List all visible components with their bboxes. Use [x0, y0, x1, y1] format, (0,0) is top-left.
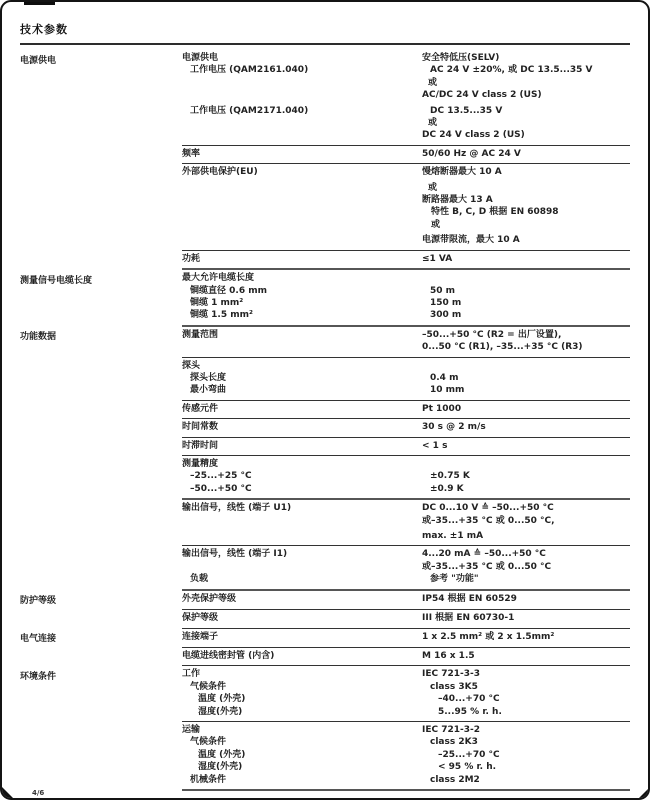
- spec-line: [182, 774, 630, 786]
- spec-block-body: [182, 272, 630, 322]
- param-text: [182, 129, 422, 141]
- param-text: 气候条件: [190, 681, 227, 692]
- value-text: 或: [428, 77, 438, 88]
- param-text: 时间常数: [182, 422, 219, 433]
- value-text: –25...+70 °C: [438, 749, 500, 760]
- value-text: Pt 1000: [422, 403, 462, 414]
- param-text: 运输: [182, 725, 201, 736]
- spec-block: [20, 610, 630, 627]
- value-text: class 2M2: [430, 774, 480, 785]
- param-text: 最大允许电缆长度: [182, 273, 255, 284]
- param-text: 湿度(外壳): [198, 762, 243, 773]
- spec-line: [182, 148, 630, 160]
- category-label: [20, 650, 182, 662]
- spec-line: [182, 515, 630, 527]
- spec-line: [182, 129, 630, 141]
- value-text: 10 mm: [430, 385, 465, 396]
- value-text: AC 24 V ±20%, 或 DC 13.5...35 V: [430, 65, 593, 76]
- param-text: 温度 (外壳): [198, 694, 246, 705]
- spec-line: [182, 206, 630, 218]
- param-text: 探头: [182, 360, 201, 371]
- value-text: class 2K3: [430, 737, 478, 748]
- page-content: [2, 2, 648, 791]
- spec-block-body: [182, 593, 630, 607]
- value-text: 30 s @ 2 m/s: [422, 422, 486, 433]
- spec-block-body: [182, 724, 630, 786]
- spec-line: [182, 612, 630, 624]
- value-text: [422, 458, 630, 470]
- value-text: 安全特低压(SELV): [422, 53, 500, 63]
- value-text: 300 m: [430, 310, 462, 321]
- value-text: 慢熔断器最大 10 A: [422, 167, 502, 178]
- spec-block: [20, 648, 630, 665]
- spec-line: [182, 117, 630, 129]
- spec-block: [20, 146, 630, 163]
- spec-block: [20, 591, 630, 610]
- spec-line: [182, 681, 630, 693]
- page-title: 技术参数: [20, 23, 68, 36]
- param-text: 输出信号，线性 (端子 I1): [182, 549, 288, 560]
- spec-line: [182, 561, 630, 573]
- value-text: 参考 "功能": [430, 574, 479, 585]
- spec-line: [182, 309, 630, 321]
- category-label: 环境条件: [20, 671, 57, 682]
- value-text: ±0.9 K: [430, 483, 464, 494]
- value-text: 特性 B, C, D 根据 EN 60898: [431, 207, 559, 218]
- scan-corner-artifact-bottom-right: [639, 789, 648, 798]
- param-text: 工作电压 (QAM2161.040): [190, 65, 309, 76]
- spec-line: [182, 403, 630, 415]
- value-text: –40...+70 °C: [438, 694, 500, 705]
- spec-line: [182, 650, 630, 662]
- spec-block: [20, 419, 630, 436]
- spec-line: [182, 297, 630, 309]
- value-text: 0.4 m: [430, 372, 459, 383]
- spec-block: [20, 358, 630, 400]
- spec-block: [20, 438, 630, 455]
- value-text: 或: [431, 219, 441, 230]
- spec-line: [182, 573, 630, 585]
- spec-block-body: [182, 502, 630, 542]
- param-text: 工作电压 (QAM2171.040): [190, 105, 309, 116]
- category-label: [20, 148, 182, 160]
- value-text: III 根据 EN 60730-1: [422, 613, 515, 624]
- param-text: [182, 206, 422, 218]
- param-text: 温度 (外壳): [198, 749, 246, 760]
- category-label: [20, 421, 182, 433]
- param-text: [182, 341, 422, 353]
- spec-line: [182, 693, 630, 705]
- spec-line: [182, 329, 630, 341]
- spec-line: [182, 360, 630, 372]
- spec-line: [182, 593, 630, 605]
- value-text: IP54 根据 EN 60529: [422, 593, 517, 604]
- value-text: M 16 x 1.5: [422, 651, 475, 662]
- spec-block: [20, 327, 630, 357]
- title-rule: [20, 43, 630, 45]
- spec-line: [182, 421, 630, 433]
- spec-line: [182, 105, 630, 117]
- spec-block: [20, 629, 630, 648]
- category-label: [20, 360, 182, 397]
- value-text: < 95 % r. h.: [438, 762, 497, 773]
- value-text: DC 24 V class 2 (US): [422, 130, 525, 141]
- spec-line: [182, 89, 630, 101]
- value-text: 断路器最大 13 A: [422, 195, 493, 206]
- param-text: [182, 194, 422, 206]
- param-text: 湿度(外壳): [198, 706, 243, 717]
- category-label: [20, 253, 182, 265]
- spec-block: [20, 401, 630, 418]
- param-text: [182, 561, 422, 573]
- spec-line: [182, 761, 630, 773]
- param-text: [182, 77, 422, 89]
- spec-line: [182, 631, 630, 643]
- param-text: [182, 117, 422, 129]
- spec-line: [182, 253, 630, 265]
- param-text: 机械条件: [190, 774, 227, 785]
- spec-block-body: [182, 253, 630, 265]
- param-text: 外壳保护等级: [182, 593, 237, 604]
- spec-block: [20, 270, 630, 325]
- param-text: 测量范围: [182, 329, 219, 340]
- spec-table: [20, 50, 630, 791]
- spec-block-body: [182, 166, 630, 246]
- param-text: [182, 219, 422, 231]
- category-label: [20, 724, 182, 786]
- category-label: [20, 548, 182, 585]
- spec-line: [182, 458, 630, 470]
- spec-block: [20, 666, 630, 721]
- spec-line: [182, 724, 630, 736]
- top-crop-artifact: [24, 2, 55, 5]
- category-label: 电气连接: [20, 634, 57, 645]
- value-text: [422, 360, 630, 372]
- spec-block-body: [182, 329, 630, 354]
- value-text: [422, 272, 630, 284]
- param-text: [182, 515, 422, 527]
- spec-block-body: [182, 668, 630, 718]
- value-text: 或: [428, 182, 438, 193]
- scan-corner-artifact-bottom-left: [2, 787, 13, 798]
- value-text: DC 0...10 V ≙ –50...+50 °C: [422, 503, 554, 514]
- category-label: [20, 440, 182, 452]
- value-text: max. ±1 mA: [422, 531, 484, 541]
- value-text: 或–35...+35 °C 或 0...50 °C: [422, 561, 552, 572]
- param-text: –50...+50 °C: [190, 483, 252, 494]
- category-label: 功能数据: [20, 332, 57, 343]
- category-label: [20, 403, 182, 415]
- category-label: 防护等级: [20, 596, 57, 607]
- value-text: 4...20 mA ≙ –50...+50 °C: [422, 549, 546, 560]
- spec-line: [182, 182, 630, 194]
- value-text: < 1 s: [422, 440, 448, 451]
- param-text: 铜缆 1.5 mm²: [190, 310, 253, 321]
- category-label: [20, 166, 182, 246]
- spec-block-body: [182, 548, 630, 585]
- page-number: 4/6: [32, 789, 45, 797]
- spec-block: [20, 164, 630, 249]
- value-text: –50...+50 °C (R2 = 出厂设置),: [422, 329, 562, 340]
- spec-line: [182, 372, 630, 384]
- value-text: ≤1 VA: [422, 253, 453, 264]
- category-label: 测量信号电缆长度: [20, 275, 93, 286]
- param-text: 测量精度: [182, 458, 219, 469]
- param-text: 负载: [190, 574, 209, 585]
- spec-line: [182, 470, 630, 482]
- spec-block: [20, 251, 630, 268]
- spec-block: [20, 722, 630, 789]
- value-text: ±0.75 K: [430, 471, 470, 482]
- value-text: 5...95 % r. h.: [438, 706, 502, 717]
- value-text: class 3K5: [430, 681, 478, 692]
- spec-block-body: [182, 148, 630, 160]
- row-separator: [182, 789, 630, 791]
- spec-line: [182, 440, 630, 452]
- spec-block-body: [182, 403, 630, 415]
- spec-line: [182, 341, 630, 353]
- spec-line: [182, 64, 630, 76]
- param-text: –25...+25 °C: [190, 471, 252, 482]
- value-text: 50/60 Hz @ AC 24 V: [422, 148, 521, 159]
- spec-line: [182, 384, 630, 396]
- spec-line: [182, 548, 630, 560]
- spec-line: [182, 77, 630, 89]
- spec-line: [182, 706, 630, 718]
- spec-line: [182, 502, 630, 514]
- param-text: 时滞时间: [182, 440, 219, 451]
- spec-line: [182, 483, 630, 495]
- spec-line: [182, 219, 630, 231]
- value-text: 或–35...+35 °C 或 0...50 °C,: [422, 515, 555, 526]
- param-text: [182, 234, 422, 246]
- spec-block-body: [182, 631, 630, 645]
- param-text: 铜缆直径 0.6 mm: [190, 285, 267, 296]
- param-text: 探头长度: [190, 372, 227, 383]
- spec-block: [20, 500, 630, 545]
- spec-line: [182, 272, 630, 284]
- param-text: 电缆进线密封管 (内含): [182, 651, 275, 662]
- spec-line: [182, 52, 630, 64]
- param-text: 功耗: [182, 253, 201, 264]
- value-text: 50 m: [430, 285, 456, 296]
- spec-block-body: [182, 440, 630, 452]
- param-text: 外部供电保护(EU): [182, 167, 258, 178]
- spec-block: [20, 456, 630, 498]
- value-text: 150 m: [430, 297, 462, 308]
- param-text: 工作: [182, 669, 201, 680]
- category-label: 电源供电: [20, 55, 57, 66]
- value-text: 或: [428, 118, 438, 129]
- param-text: 气候条件: [190, 737, 227, 748]
- param-text: [182, 89, 422, 101]
- spec-line: [182, 668, 630, 680]
- param-text: 保护等级: [182, 613, 219, 624]
- value-text: DC 13.5...35 V: [430, 105, 503, 116]
- category-label: [20, 502, 182, 542]
- param-text: 电源供电: [182, 53, 219, 63]
- spec-block-body: [182, 650, 630, 662]
- spec-block: [20, 50, 630, 145]
- spec-line: [182, 530, 630, 542]
- spec-block-body: [182, 458, 630, 495]
- category-label: [20, 612, 182, 624]
- param-text: [182, 530, 422, 542]
- value-text: 0...50 °C (R1), –35...+35 °C (R3): [422, 342, 583, 353]
- param-text: 最小弯曲: [190, 385, 227, 396]
- value-text: IEC 721-3-2: [422, 725, 481, 736]
- value-text: 1 x 2.5 mm² 或 2 x 1.5mm²: [422, 631, 555, 642]
- spec-line: [182, 736, 630, 748]
- spec-line: [182, 749, 630, 761]
- param-text: 输出信号，线性 (端子 U1): [182, 503, 292, 514]
- spec-block-body: [182, 421, 630, 433]
- spec-line: [182, 194, 630, 206]
- param-text: 连接端子: [182, 631, 219, 642]
- param-text: 传感元件: [182, 403, 219, 414]
- spec-block: [20, 546, 630, 588]
- spec-line: [182, 234, 630, 246]
- param-text: 频率: [182, 148, 201, 159]
- category-label: [20, 458, 182, 495]
- spec-line: [182, 285, 630, 297]
- value-text: AC/DC 24 V class 2 (US): [422, 90, 542, 101]
- value-text: 电源带限流，最大 10 A: [422, 235, 520, 246]
- value-text: IEC 721-3-3: [422, 669, 481, 680]
- param-text: 铜缆 1 mm²: [190, 297, 244, 308]
- param-text: [182, 182, 422, 194]
- spec-line: [182, 166, 630, 178]
- spec-block-body: [182, 52, 630, 142]
- spec-block-body: [182, 612, 630, 624]
- spec-block-body: [182, 360, 630, 397]
